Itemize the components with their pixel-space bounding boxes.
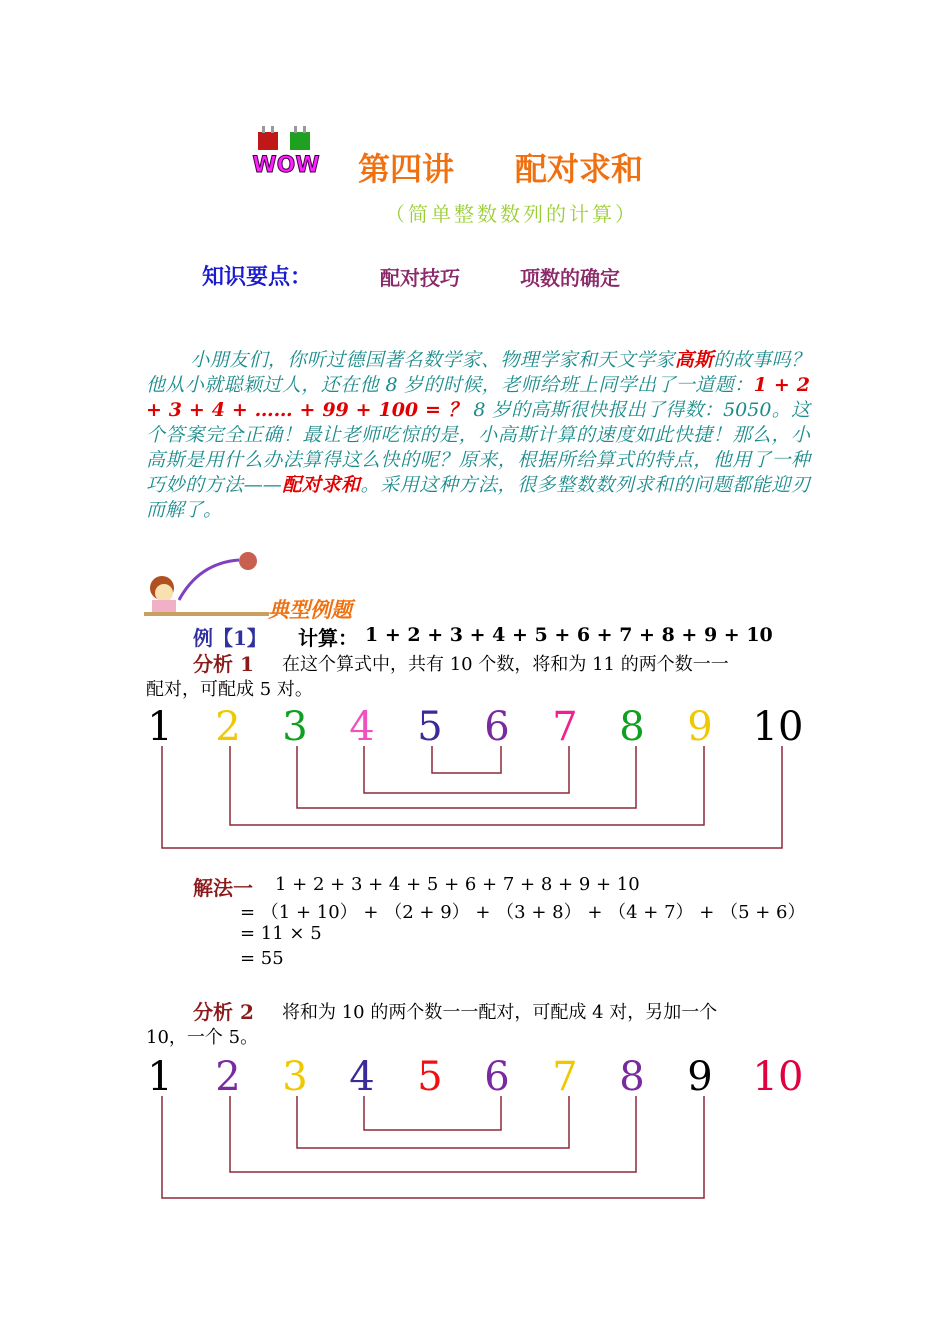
lecture-number: 第四讲 [358,150,455,188]
page-title: 配对求和 [515,150,644,188]
diagram-number: 6 [484,704,510,750]
diagram-number: 5 [417,704,443,750]
gauss-name: 高斯 [674,349,714,371]
intro-text: 。采用这种方法，很多整数数列求和的问题都能迎刃而解了。 [146,474,810,521]
intro-text: 8 岁的高斯很快报出了得数：5050。这个答案完全正确！最让老师吃惊的是，小高斯计算的速度如此快捷！那么，小高斯是用什么办法算得这么快的呢？原来，根据所给算式的特点，他用了一种巧妙的方法—— [146,399,810,496]
diagram-number: 9 [687,1054,713,1100]
diagram-number: 9 [687,704,713,750]
key-point-1: 配对技巧 [380,266,460,290]
section-title: 典型例题 [268,597,352,622]
diagram-number: 8 [619,704,645,750]
pair-bracket [230,1096,636,1172]
diagram-number: 1 [147,704,173,750]
analysis1-text: 在这个算式中，共有 10 个数，将和为 11 的两个数一一 [282,654,729,675]
diagram-number: 10 [752,1054,804,1100]
intro-text: 小朋友们，你听过德国著名数学家、物理学家和天文学家 [190,349,675,371]
diagram-number: 2 [215,1054,241,1100]
diagram-number: 7 [552,704,578,750]
diagram-number: 3 [282,704,308,750]
diagram-number: 2 [215,704,241,750]
diagram-number: 10 [752,704,804,750]
subtitle: （简单整数数列的计算） [385,202,638,226]
svg-text:WOW: WOW [252,153,320,178]
analysis2-text: 将和为 10 的两个数一一配对，可配成 4 对，另加一个 [282,1002,718,1023]
solution-line: 1 + 2 + 3 + 4 + 5 + 6 + 7 + 8 + 9 + 10 [275,874,640,895]
solution-label: 解法一 [193,876,253,900]
key-points-label: 知识要点： [202,264,313,290]
diagram-number: 6 [484,1054,510,1100]
analysis1-text: 配对，可配成 5 对。 [146,679,313,700]
analysis2-text: 10，一个 5。 [146,1027,259,1048]
method-name: 配对求和 [281,474,361,496]
task-expression: 1 + 2 + 3 + 4 + 5 + 6 + 7 + 8 + 9 + 10 [365,624,773,646]
solution-line: = 55 [240,948,284,969]
task-label: 计算： [298,626,358,650]
diagram-number: 8 [619,1054,645,1100]
intro-text: 的故事吗？他从小就聪颖过人，还在他 8 岁的时候，老师给班上同学出了一道题： [146,349,810,396]
diagram-number: 4 [349,704,375,750]
diagram-number: 7 [552,1054,578,1100]
pair-bracket [162,1096,704,1198]
diagram-number: 4 [349,1054,375,1100]
solution-line: = 11 × 5 [240,923,322,944]
example-label: 例【1】 [193,626,267,650]
key-point-2: 项数的确定 [520,266,620,290]
gauss-problem: 1 + 2 + 3 + 4 + …… + 99 + 100 = ？ [146,374,811,421]
analysis1-label: 分析 1 [193,652,254,676]
analysis2-label: 分析 2 [193,1000,254,1024]
pair-bracket [297,1096,569,1148]
diagram-number: 3 [282,1054,308,1100]
solution-line: = （1 + 10） + （2 + 9） + （3 + 8） + （4 + 7） + （5 + 6） [240,902,806,923]
diagram-number: 1 [147,1054,173,1100]
diagram-number: 5 [417,1054,443,1100]
pair-bracket [364,1096,501,1130]
